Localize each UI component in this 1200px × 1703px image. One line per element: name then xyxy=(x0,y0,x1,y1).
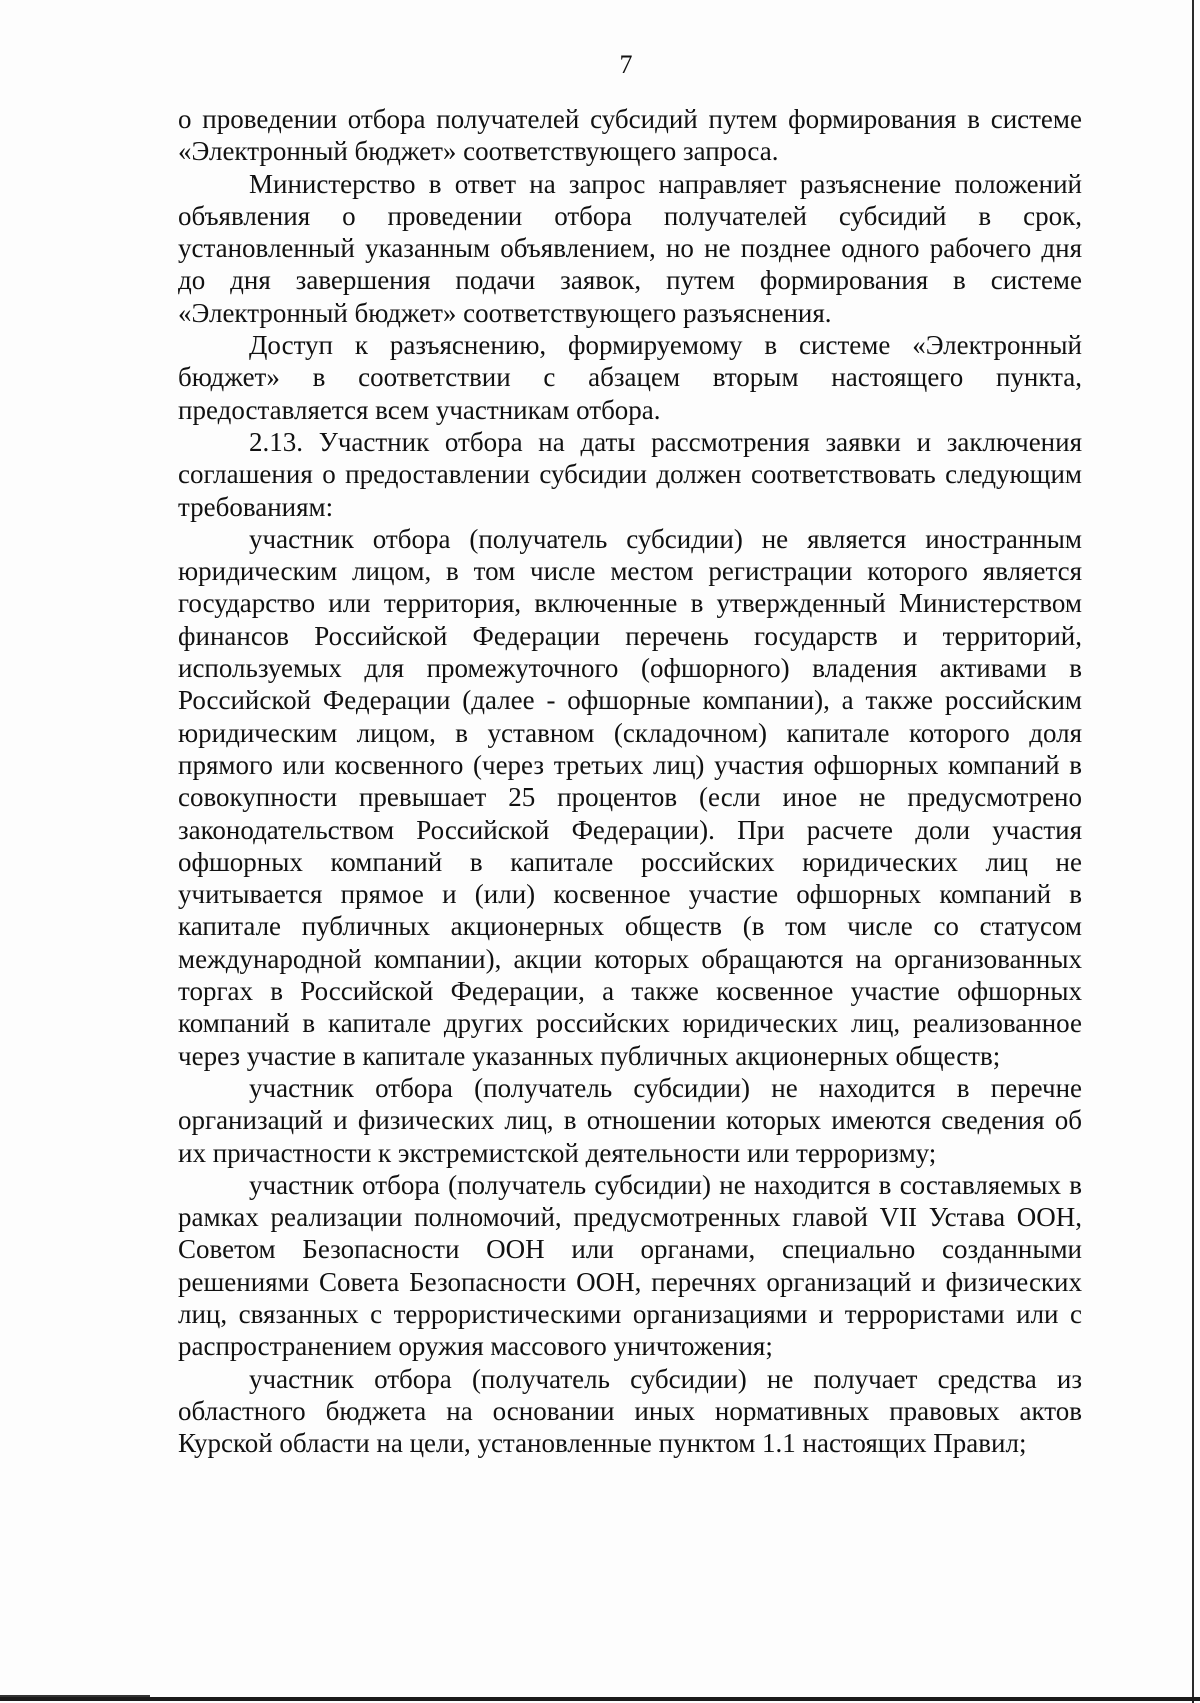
paragraph-continuation: о проведении отбора получателей субсидий путем формирования в системе «Электронный бюджет» соответствующего запроса. xyxy=(178,104,1082,167)
document-body xyxy=(178,103,1082,1459)
paragraph-requirement-extremism: участник отбора (получатель субсидии) не находится в перечне организаций и физических лиц, в отношении которых имеются сведения об их причастности к экстремистской деятельности или терроризму; xyxy=(178,1072,1082,1168)
paragraph-section-2-13: 2.13. Участник отбора на даты рассмотрения заявки и заключения соглашения о предоставлении субсидии должен соответствовать следующим требованиям: xyxy=(178,426,1082,522)
paragraph-requirement-un-lists: участник отбора (получатель субсидии) не находится в составляемых в рамках реализации полномочий, предусмотренных главой VII Устава ООН, Советом Безопасности ООН или органами, специально созданными решениями Совета Безопасности ООН, перечнях организаций и физических лиц, связанных с террористическими организациями и террористами или с распространением оружия массового уничтожения; xyxy=(178,1169,1082,1362)
scan-edge-right xyxy=(1192,0,1194,1703)
page-number: 7 xyxy=(619,50,633,79)
paragraph-ministry-response: Министерство в ответ на запрос направляет разъяснение положений объявления о проведении отбора получателей субсидий в срок, установленный указанным объявлением, но не позднее одного рабочего дня до дня завершения подачи заявок, путем формирования в системе «Электронный бюджет» соответствующего разъяснения. xyxy=(178,168,1082,328)
paragraph-requirement-offshore: участник отбора (получатель субсидии) не является иностранным юридическим лицом, в том числе местом регистрации которого является государство или территория, включенные в утвержденный Министерством финансов Российской Федерации перечень государств и территорий, используемых для промежуточного (офшорного) владения активами в Российской Федерации (далее - офшорные компании), а также российским юридическим лицом, в уставном (складочном) капитале которого доля прямого или косвенного (через третьих лиц) участия офшорных компаний в совокупности превышает 25 процентов (если иное не предусмотрено законодательством Российской Федерации). При расчете доли участия офшорных компаний в капитале российских юридических лиц не учитывается прямое и (или) косвенное участие офшорных компаний в капитале публичных акционерных обществ (в том числе со статусом международной компании), акции которых обращаются на организованных торгах в Российской Федерации, а также косвенное участие офшорных компаний в капитале других российских юридических лиц, реализованное через участие в капитале указанных публичных акционерных обществ; xyxy=(178,523,1082,1071)
scan-edge-bottom xyxy=(0,1697,1200,1701)
scan-edge-bottom-left xyxy=(0,1695,150,1697)
paragraph-requirement-other-funds: участник отбора (получатель субсидии) не получает средства из областного бюджета на основании иных нормативных правовых актов Курской области на цели, установленные пунктом 1.1 настоящих Правил; xyxy=(178,1363,1082,1459)
paragraph-access-clarification: Доступ к разъяснению, формируемому в системе «Электронный бюджет» в соответствии с абзацем вторым настоящего пункта, предоставляется всем участникам отбора. xyxy=(178,330,1082,425)
